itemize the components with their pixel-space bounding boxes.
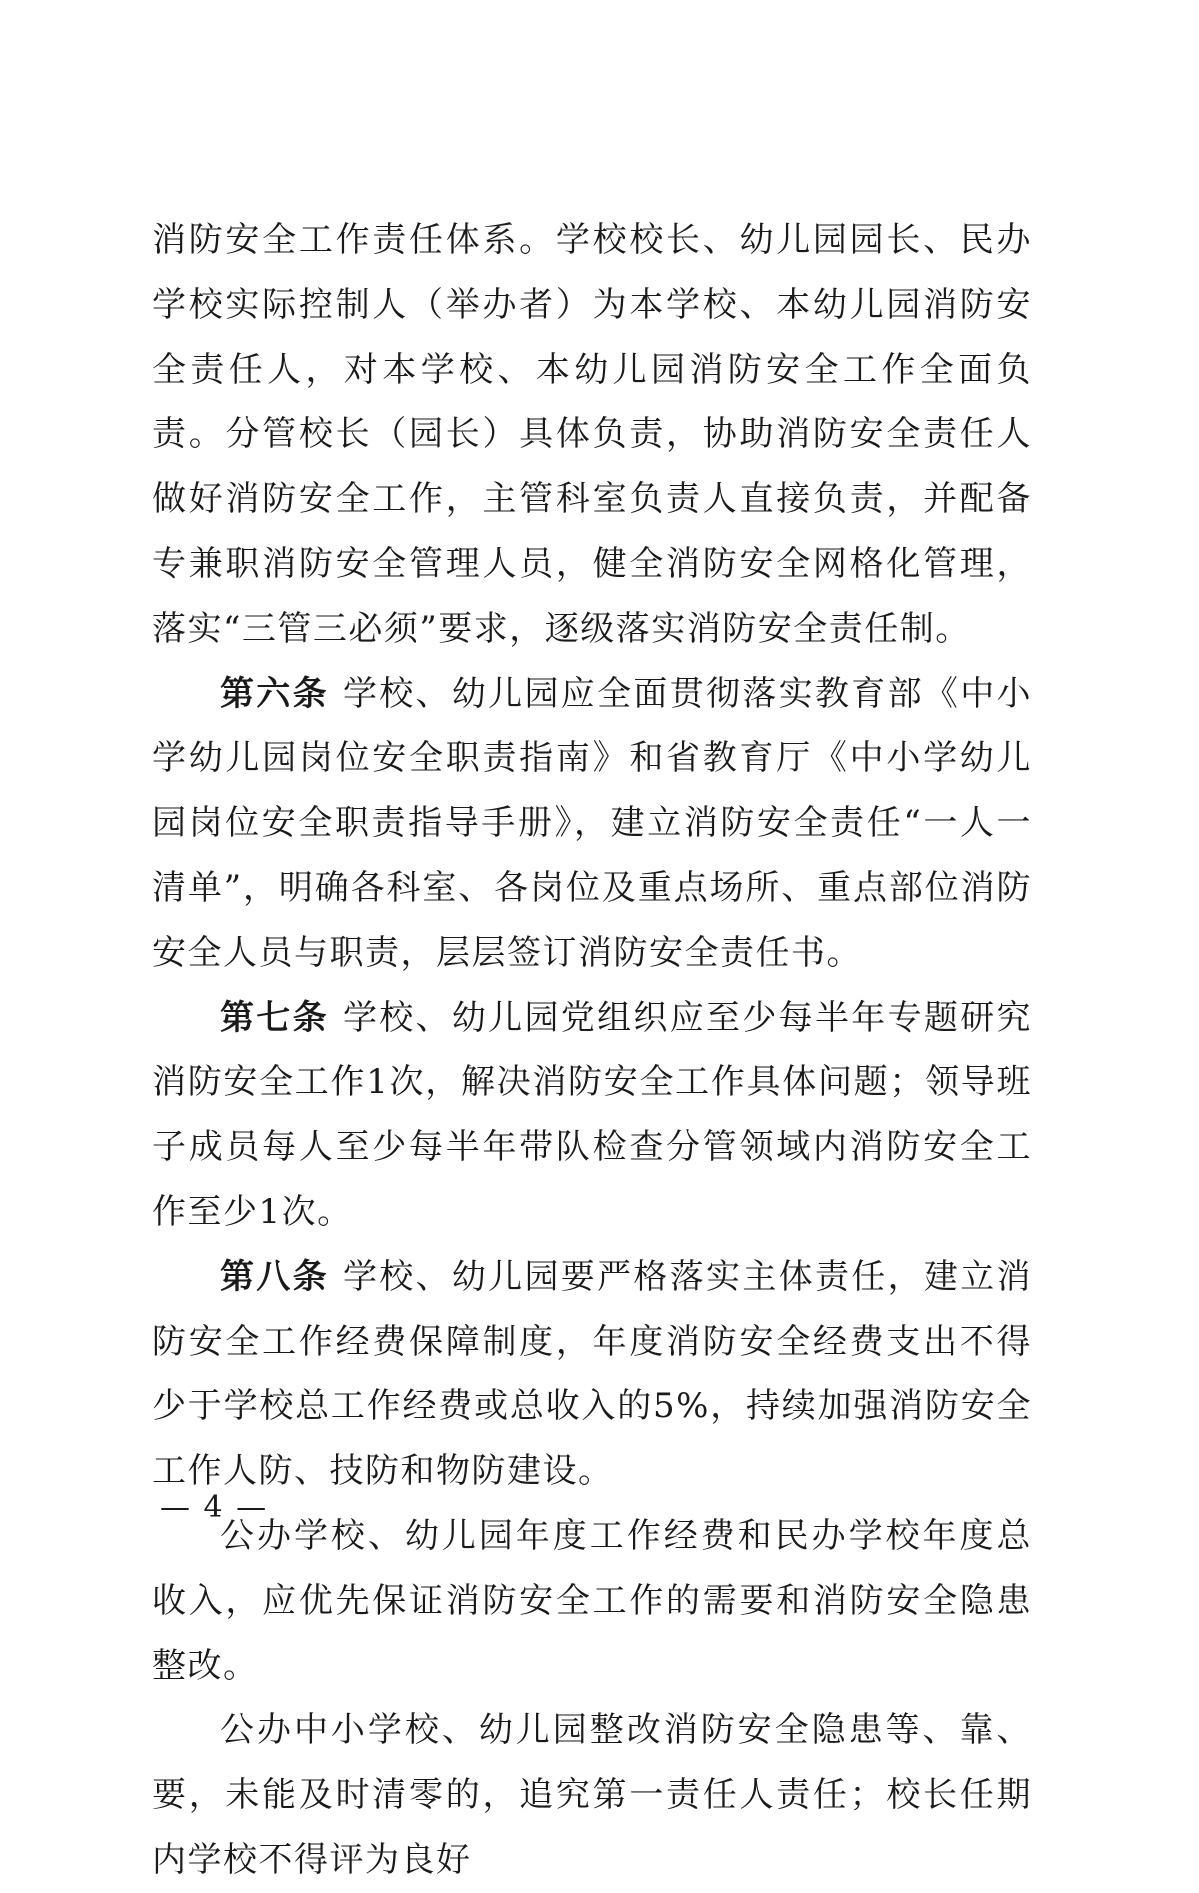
article-8	[152, 1245, 1032, 1504]
article-number: 第七条	[220, 997, 329, 1038]
paragraph-text: 学校、幼儿园党组织应至少每半年专题研究消防安全工作1次，解决消防安全工作具体问题；领导班子成员每人至少每半年带队检查分管领域内消防安全工作至少1次。	[152, 997, 1033, 1232]
article-number: 第八条	[220, 1256, 329, 1297]
paragraph-text: 学校、幼儿园要严格落实主体责任，建立消防安全工作经费保障制度，年度消防安全经费支出不得少于学校总工作经费或总收入的5%，持续加强消防安全工作人防、技防和物防建设。	[152, 1256, 1033, 1492]
paragraph-text: 消防安全工作责任体系。学校校长、幼儿园园长、民办学校实际控制人（举办者）为本学校、本幼儿园消防安全责任人，对本学校、本幼儿园消防安全工作全面负责。分管校长（园长）具体负责，协助消防安全责任人做好消防安全工作，主管科室负责人直接负责，并配备专兼职消防安全管理人员，健全消防安全网格化管理，落实“三管三必须”要求，逐级落实消防安全责任制。	[152, 220, 1032, 649]
paragraph-text: 学校、幼儿园应全面贯彻落实教育部《中小学幼儿园岗位安全职责指南》和省教育厅《中小学幼儿园岗位安全职责指导手册》，建立消防安全责任“一人一清单”，明确各科室、各岗位及重点场所、重点部位消防安全人员与职责，层层签订消防安全责任书。	[152, 673, 1033, 973]
page-number: — 4 —	[160, 1490, 269, 1525]
article-number: 第六条	[220, 673, 329, 714]
paragraph-continued	[152, 208, 1032, 662]
paragraph-text: 公办中小学校、幼儿园整改消防安全隐患等、靠、要，未能及时清零的，追究第一责任人责任；校长任期内学校不得评为良好	[152, 1710, 1032, 1880]
paragraph-funding-priority	[152, 1504, 1032, 1698]
body-text	[152, 208, 1032, 1893]
article-7	[152, 986, 1032, 1245]
article-6	[152, 662, 1032, 986]
paragraph-accountability	[152, 1698, 1032, 1892]
paragraph-text: 公办学校、幼儿园年度工作经费和民办学校年度总收入，应优先保证消防安全工作的需要和消防安全隐患整改。	[152, 1515, 1032, 1686]
